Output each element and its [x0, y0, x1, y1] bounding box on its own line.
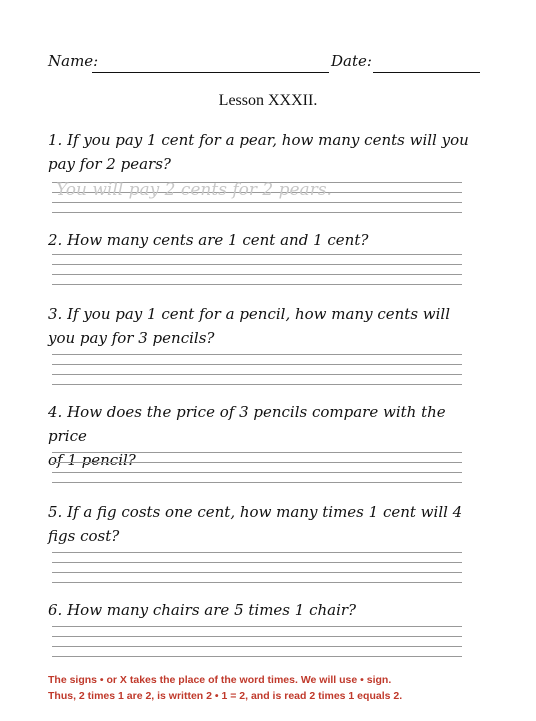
- question-6-line1: 6. How many chairs are 5 times 1 chair?: [48, 601, 357, 619]
- answer-lines-4[interactable]: [52, 452, 462, 482]
- question-4-line2: of 1 pencil?: [48, 451, 136, 469]
- question-6: [48, 598, 488, 622]
- answer-lines-2[interactable]: [52, 254, 462, 284]
- question-1-line1: 1. If you pay 1 cent for a pear, how many cents will you: [48, 131, 469, 149]
- question-2: [48, 228, 488, 252]
- question-3: [48, 302, 488, 350]
- question-2-line1: 2. How many cents are 1 cent and 1 cent?: [48, 231, 369, 249]
- name-label: Name:: [48, 52, 99, 70]
- question-5-line1: 5. If a fig costs one cent, how many times 1 cent will 4: [48, 503, 463, 521]
- answer-lines-3[interactable]: [52, 354, 462, 384]
- question-5: [48, 500, 488, 548]
- lesson-title: Lesson XXXII.: [218, 92, 318, 109]
- question-4-line1: 4. How does the price of 3 pencils compare with the price: [48, 403, 446, 445]
- answer-lines-6[interactable]: [52, 626, 462, 656]
- multiplication-sign-note: [48, 672, 508, 704]
- answer-lines-1[interactable]: [52, 182, 462, 212]
- question-1-line2: pay for 2 pears?: [48, 155, 171, 173]
- question-3-line2: you pay for 3 pencils?: [48, 329, 215, 347]
- answer-lines-5[interactable]: [52, 552, 462, 582]
- question-3-line1: 3. If you pay 1 cent for a pencil, how many cents will: [48, 305, 451, 323]
- name-blank[interactable]: [92, 72, 329, 73]
- date-blank[interactable]: [373, 72, 480, 73]
- note-line-2: Thus, 2 times 1 are 2, is written 2 • 1 = 2, and is read 2 times 1 equals 2.: [48, 690, 403, 702]
- tracing-answer: You will pay 2 cents for 2 pears.: [56, 180, 332, 200]
- question-5-line2: figs cost?: [48, 527, 120, 545]
- question-1: [48, 128, 488, 176]
- note-line-1: The signs • or X takes the place of the word times. We will use • sign.: [48, 674, 392, 686]
- date-label: Date:: [331, 52, 372, 70]
